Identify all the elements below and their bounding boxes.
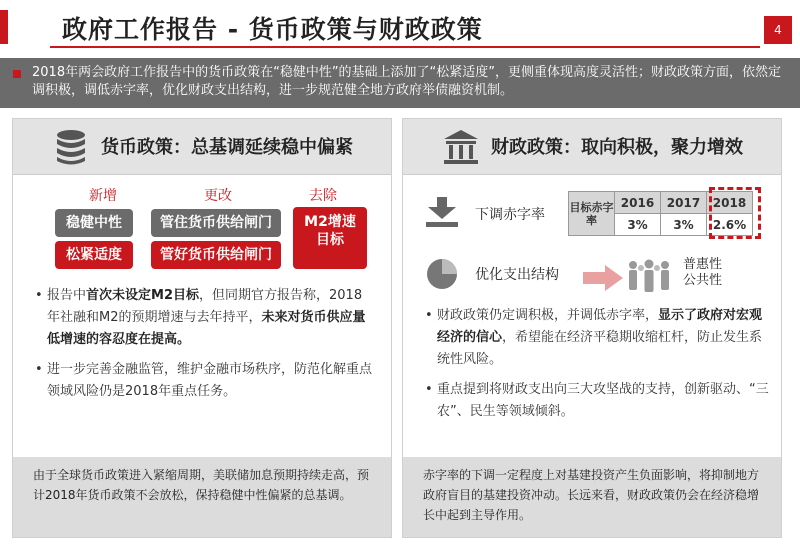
title-divider: [50, 46, 760, 48]
fiscal-footer: 赤字率的下调一定程度上对基建投资产生负面影响，将抑制地方政府盲目的基建投资冲动。长远来看，财政政策仍会在经济稳增长中起到主导作用。: [403, 457, 781, 537]
deficit-row-header: 目标赤字率: [569, 192, 615, 236]
monetary-policy-panel: [12, 118, 392, 538]
page-title: 政府工作报告 - 货币政策与财政政策: [62, 15, 483, 44]
fiscal-policy-panel: [402, 118, 782, 538]
summary-banner: [0, 58, 800, 108]
tag-changed-1: 管住货币供给闸门: [151, 209, 281, 237]
fiscal-bullets: [425, 305, 769, 431]
monetary-panel-header: [13, 119, 391, 175]
tag-removed-line-1: M2增速: [304, 214, 356, 230]
year-2017: 2017: [661, 192, 707, 214]
year-2016: 2016: [615, 192, 661, 214]
column-new-label: 新增: [89, 188, 117, 204]
monetary-heading: 货币政策：总基调延续稳中偏紧: [101, 137, 353, 158]
fiscal-bullet-1: • 财政政策仍定调积极，并调低赤字率，显示了政府对宏观经济的信心，希望能在经济平稳期收缩杠杆，防止发生系统性风险。: [425, 305, 769, 371]
highlight-2018-box: [709, 187, 761, 239]
year-2018: 2018: [707, 192, 753, 214]
database-icon: [51, 127, 91, 167]
pie-chart-icon: [425, 257, 459, 291]
bullet-square-icon: [13, 70, 21, 78]
tag-removed: [293, 207, 367, 269]
tag-changed-2: 管好货币供给闸门: [151, 241, 281, 269]
tag-removed-line-2: 目标: [316, 232, 344, 248]
optimize-label: 优化支出结构: [475, 267, 559, 283]
column-changed-label: 更改: [204, 188, 232, 204]
inclusive-label: 普惠性: [683, 257, 723, 272]
tag-new-1: 稳健中性: [55, 209, 133, 237]
people-group-icon: [625, 259, 673, 293]
value-2016: 3%: [615, 214, 661, 236]
monetary-bullet-2: • 进一步完善金融监管，维护金融市场秩序，防范化解重点领域风险仍是2018年重点任务。: [35, 359, 375, 403]
column-removed-label: 去除: [309, 188, 337, 204]
download-arrow-icon: [425, 197, 459, 227]
tag-new-2: 松紧适度: [55, 241, 133, 269]
monetary-bullet-1: • 报告中首次未设定M2目标，但同期官方报告称，2018年社融和M2的预期增速与去年持平，未来对货币供应量低增速的容忍度在提高。: [35, 285, 375, 351]
value-2017: 3%: [661, 214, 707, 236]
public-label: 公共性: [683, 273, 723, 288]
people-text: [683, 257, 722, 289]
monetary-bullets: [35, 285, 375, 411]
deficit-label: 下调赤字率: [475, 207, 545, 223]
value-2018: 2.6%: [707, 214, 753, 236]
page-number: 4: [764, 16, 792, 44]
title-bar: [0, 0, 800, 52]
summary-text: 2018年两会政府工作报告中的货币政策在“稳健中性”的基础上添加了“松紧适度”，更侧重体现高度灵活性；财政政策方面，依然定调积极，调低赤字率，优化财政支出结构，进一步规范健全地方政府举债融资机制。: [32, 65, 782, 98]
bank-building-icon: [441, 127, 481, 167]
monetary-footer: 由于全球货币政策进入紧缩周期，美联储加息预期持续走高，预计2018年货币政策不会放松，保持稳健中性偏紧的总基调。: [13, 457, 391, 537]
title-accent: [0, 10, 8, 44]
right-arrow-icon: [583, 265, 623, 291]
fiscal-panel-header: [403, 119, 781, 175]
fiscal-bullet-2: • 重点提到将财政支出向三大攻坚战的支持，创新驱动、“三农”、民生等领域倾斜。: [425, 379, 769, 423]
fiscal-heading: 财政政策：取向积极，聚力增效: [491, 137, 743, 158]
